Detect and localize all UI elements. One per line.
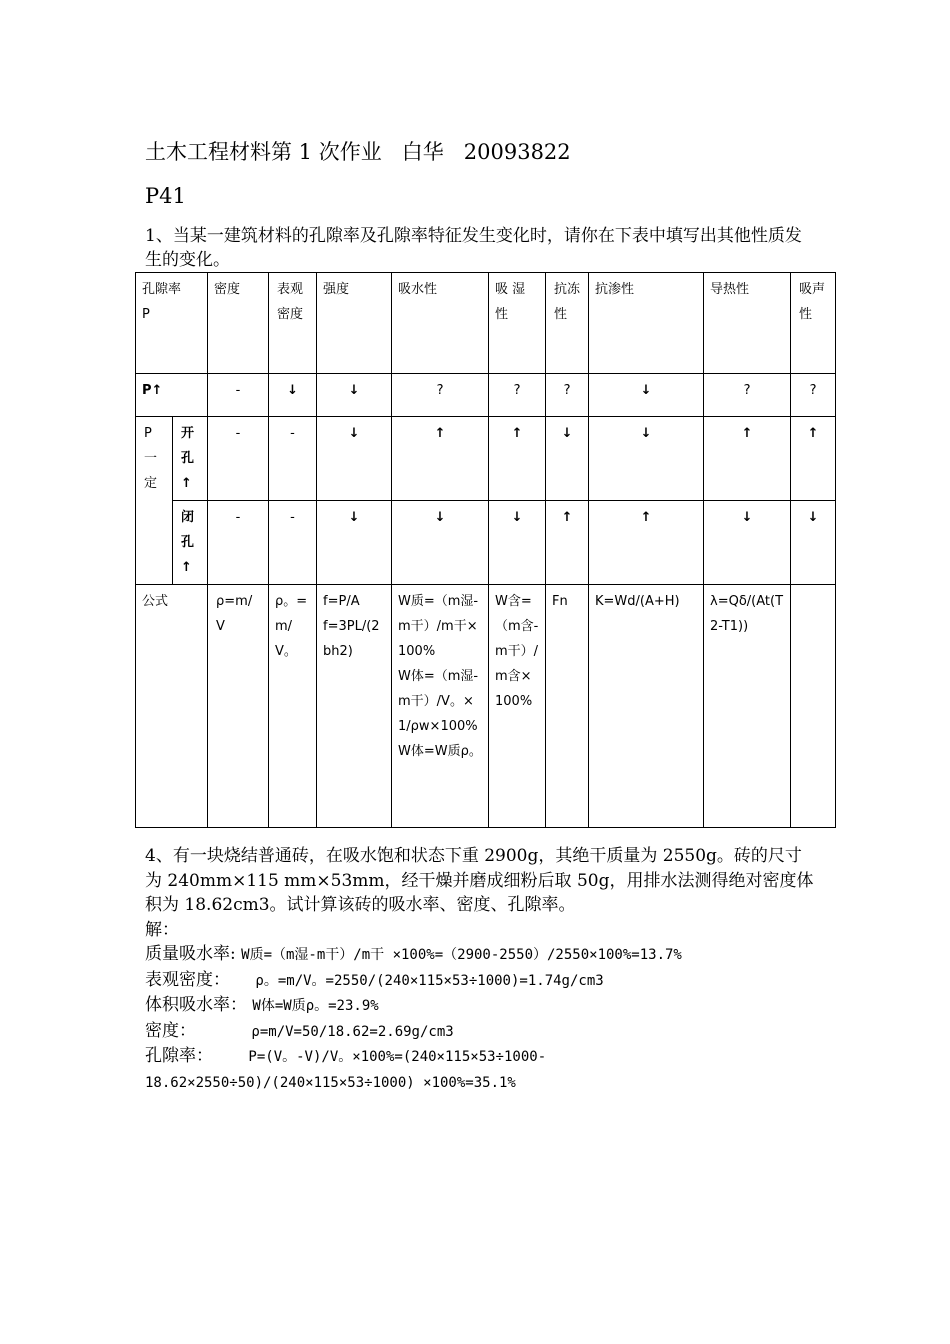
formula-absorb-volume: W体=（m湿-m干）/V。×1/ρw×100%: [398, 669, 479, 734]
row-formulas: [136, 585, 836, 828]
cell: ?: [791, 374, 836, 417]
question-1: 1、当某一建筑材料的孔隙率及孔隙率特征发生变化时，请你在下表中填写出其他性质发生的变化。: [145, 226, 802, 270]
header-thermal-conductivity: 导热性: [704, 273, 791, 374]
formula-apparent-density: ρ。=m/V。: [269, 585, 317, 828]
formula-strength-2: f=3PL/(2bh2): [323, 619, 380, 659]
cell: ↓: [589, 374, 704, 417]
cell: ↓: [489, 501, 546, 585]
line-label: 体积吸水率：: [145, 995, 247, 1015]
header-density: 密度: [208, 273, 269, 374]
cell: -: [269, 417, 317, 501]
row-label-closed-pores: 闭孔↑: [173, 501, 208, 585]
cell: ?: [392, 374, 489, 417]
cell: ↑: [489, 417, 546, 501]
header-porosity-label: 孔隙率: [142, 282, 182, 297]
line-label: 密度：: [145, 1020, 196, 1041]
cell: -: [208, 374, 269, 417]
line-label: 孔隙率：: [145, 1046, 213, 1066]
cell: ?: [704, 374, 791, 417]
header-apparent-density: 表观密度: [269, 273, 317, 374]
row-label-p-up: P↑: [136, 374, 208, 417]
header-water-absorption: 吸水性: [392, 273, 489, 374]
cell: ↑: [791, 417, 836, 501]
cell: ↓: [791, 501, 836, 585]
header-strength: 强度: [317, 273, 392, 374]
solution-line-porosity: [145, 1044, 815, 1095]
cell: ↓: [589, 417, 704, 501]
properties-table: [135, 272, 836, 828]
cell: -: [269, 501, 317, 585]
cell: ↓: [704, 501, 791, 585]
formula-moisture: W含=（m含-m干）/m含×100%: [489, 585, 546, 828]
row-porosity-increase: [136, 374, 836, 417]
cell: ↓: [317, 374, 392, 417]
solution-line-mass-absorption: [145, 942, 815, 968]
row-label-open-pores: 开孔↑: [173, 417, 208, 501]
cell: ?: [546, 374, 589, 417]
solution-line-apparent-density: [145, 968, 815, 994]
line-formula: ρ=m/V=50/18.62=2.69g/cm3: [251, 1023, 454, 1040]
line-formula: P=(V。-V)/V。×100%=(240×115×53÷1000-18.62×2550÷50)/(240×115×53÷1000) ×100%=35.1%: [145, 1049, 547, 1091]
formula-absorb-relation: W体=W质ρ。: [398, 744, 482, 759]
header-porosity: [136, 273, 208, 374]
solution-line-volume-absorption: [145, 993, 815, 1019]
header-moisture-absorption: 吸 湿 性: [489, 273, 546, 374]
formula-impermeability: K=Wd/(A+H): [589, 585, 704, 828]
row-closed-pores: [136, 501, 836, 585]
cell: ?: [489, 374, 546, 417]
solution-line-density: [145, 1019, 815, 1045]
line-formula: W体=W质ρ。=23.9%: [252, 998, 379, 1014]
header-row: [136, 273, 836, 374]
cell: ↓: [269, 374, 317, 417]
cell: ↓: [392, 501, 489, 585]
line-label: 表观密度：: [145, 969, 230, 990]
formula-thermal: λ=Qδ/(At(T2-T1)): [704, 585, 791, 828]
cell: ↓: [546, 417, 589, 501]
row-open-pores: [136, 417, 836, 501]
cell: ↓: [317, 417, 392, 501]
formula-sound: [791, 585, 836, 828]
cell: ↑: [589, 501, 704, 585]
line-label: 质量吸水率:: [145, 944, 236, 964]
row-label-formula: 公式: [136, 585, 208, 828]
section-heading: P41: [145, 184, 186, 208]
question-4-text: 4、有一块烧结普通砖，在吸水饱和状态下重 2900g，其绝干质量为 2550g。砖的尺寸为 240mm×115 mm×53mm，经干燥并磨成细粉后取 50g，用排水法测得绝对密度体积为 18.62cm3。试计算该砖的吸水率、密度、孔隙率。: [145, 846, 814, 915]
header-porosity-symbol: P: [142, 307, 150, 322]
cell: ↑: [392, 417, 489, 501]
formula-strength: [317, 585, 392, 828]
cell: ↑: [704, 417, 791, 501]
formula-absorb-mass: W质=（m湿-m干）/m干×100%: [398, 594, 479, 659]
solution-label: 解：: [145, 919, 179, 940]
row-label-p-constant: P 一 定: [136, 417, 173, 585]
header-impermeability: 抗渗性: [589, 273, 704, 374]
cell: ↓: [317, 501, 392, 585]
document-title: 土木工程材料第 1 次作业 白华 20093822: [145, 140, 571, 164]
formula-water-absorption: [392, 585, 489, 828]
header-frost-resistance: 抗冻性: [546, 273, 589, 374]
cell: -: [208, 501, 269, 585]
header-sound-absorption: 吸声性: [791, 273, 836, 374]
formula-frost: Fn: [546, 585, 589, 828]
line-formula: ρ。=m/V。=2550/(240×115×53÷1000)=1.74g/cm3: [255, 972, 604, 989]
formula-strength-1: f=P/A: [323, 594, 360, 609]
cell: -: [208, 417, 269, 501]
formula-density: ρ=m/V: [208, 585, 269, 828]
question-4: [145, 844, 815, 1095]
cell: ↑: [546, 501, 589, 585]
line-formula: W质=（m湿-m干）/m干 ×100%=（2900-2550）/2550×100%=13.7%: [241, 947, 682, 963]
